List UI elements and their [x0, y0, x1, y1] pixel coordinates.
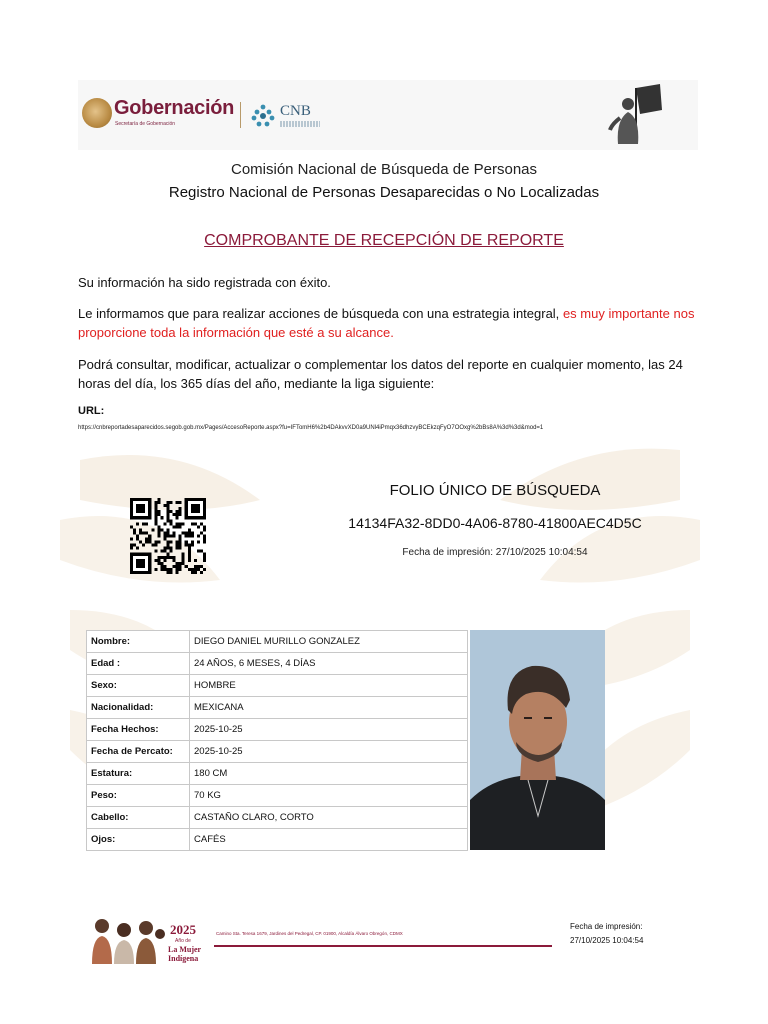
- footer-print-date-value: 27/10/2025 10:04:54: [570, 936, 644, 945]
- row-value: 2025-10-25: [190, 741, 468, 763]
- gobernacion-logo-subtitle: Secretaría de Gobernación: [115, 121, 176, 127]
- row-value: DIEGO DANIEL MURILLO GONZALEZ: [190, 631, 468, 653]
- footer-address: Camino Sta. Teresa 1679, Jardines del Pedregal, CP. 01900, Alcaldía Álvaro Obregón, CDMX: [216, 931, 403, 936]
- row-label: Estatura:: [87, 763, 190, 785]
- folio-label: FOLIO ÚNICO DE BÚSQUEDA: [389, 482, 601, 499]
- row-value: 24 AÑOS, 6 MESES, 4 DÍAS: [190, 653, 468, 675]
- report-link[interactable]: https://cnbreportadesaparecidos.segob.gob.mx/Pages/AccesoReporte.aspx?fu=IFTomH6%2b4DAkvvXD0a9UNl4iPmqx36dhzvyBCEkzqFyO7OOxg%2bBs8A%3d%3d&mod=1: [78, 425, 544, 431]
- footer-year-caption: Año de: [175, 938, 191, 944]
- row-label: Nombre:: [87, 631, 190, 653]
- footer-theme: La Mujer Indígena: [168, 945, 201, 963]
- table-row: [87, 785, 468, 807]
- success-message: Su información ha sido registrada con éxito.: [78, 275, 331, 290]
- table-row: [87, 675, 468, 697]
- footer-print-date-label: Fecha de impresión:: [570, 922, 643, 931]
- table-row: [87, 741, 468, 763]
- row-label: Cabello:: [87, 807, 190, 829]
- footer-year: 2025: [170, 922, 196, 937]
- registry-name: Registro Nacional de Personas Desaparecidas o No Localizadas: [168, 184, 600, 201]
- row-label: Ojos:: [87, 829, 190, 851]
- person-data-table: [86, 630, 468, 851]
- table-row: [87, 829, 468, 851]
- qr-code: [130, 498, 206, 574]
- table-row: [87, 697, 468, 719]
- cnb-logo-subtitle: [280, 121, 320, 127]
- table-row: [87, 807, 468, 829]
- row-value: CAFÉS: [190, 829, 468, 851]
- row-value: 2025-10-25: [190, 719, 468, 741]
- footer-rule: [214, 945, 552, 947]
- row-label: Sexo:: [87, 675, 190, 697]
- table-row: [87, 719, 468, 741]
- consult-paragraph: Podrá consultar, modificar, actualizar o complementar los datos del reporte en cualquier momento, las 24 horas del día, los 365 días del año, mediante la liga siguiente:: [78, 357, 683, 391]
- organization-name: Comisión Nacional de Búsqueda de Personas: [230, 161, 538, 178]
- info-paragraph: [78, 304, 698, 342]
- table-row: [87, 653, 468, 675]
- indigenous-women-illustration: [88, 914, 168, 966]
- gobernacion-seal-icon: [82, 98, 112, 128]
- woman-with-flag-emblem: [606, 84, 664, 146]
- cnb-logo-title: CNB: [280, 103, 311, 119]
- header-banner: [78, 80, 698, 150]
- cnb-logo-icon: [250, 102, 276, 130]
- url-label: URL:: [78, 405, 105, 417]
- print-date: Fecha de impresión: 27/10/2025 10:04:54: [402, 547, 588, 558]
- row-label: Fecha de Percato:: [87, 741, 190, 763]
- row-label: Nacionalidad:: [87, 697, 190, 719]
- table-row: [87, 631, 468, 653]
- row-value: HOMBRE: [190, 675, 468, 697]
- document-title: COMPROBANTE DE RECEPCIÓN DE REPORTE: [204, 232, 564, 249]
- person-photo: [470, 630, 605, 850]
- row-label: Edad :: [87, 653, 190, 675]
- important-notice: es muy importante nos proporcione toda la información que esté a su alcance.: [78, 306, 695, 340]
- table-row: [87, 763, 468, 785]
- header-divider: [240, 102, 241, 128]
- row-value: CASTAÑO CLARO, CORTO: [190, 807, 468, 829]
- row-value: MEXICANA: [190, 697, 468, 719]
- row-value: 70 KG: [190, 785, 468, 807]
- info-text: Le informamos que para realizar acciones de búsqueda con una estrategia integral,: [78, 306, 560, 321]
- folio-value: 14134FA32-8DD0-4A06-8780-41800AEC4D5C: [348, 515, 642, 531]
- row-label: Fecha Hechos:: [87, 719, 190, 741]
- row-label: Peso:: [87, 785, 190, 807]
- row-value: 180 CM: [190, 763, 468, 785]
- gobernacion-logo-title: Gobernación: [114, 97, 235, 119]
